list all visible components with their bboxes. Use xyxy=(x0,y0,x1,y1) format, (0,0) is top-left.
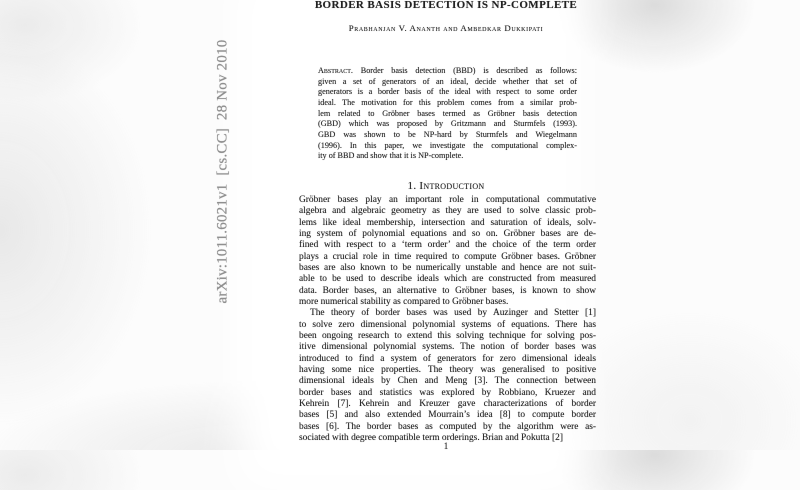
text-line: Kehrein [7]. Kehrein and Kreuzer gave characterizations of border xyxy=(299,398,596,409)
paragraph-1 xyxy=(299,195,596,308)
text-line: bases [6]. The border bases as computed by the algorithm were as- xyxy=(299,421,596,432)
text-line: data. Border bases, an alternative to Gröbner bases, is known to show xyxy=(299,285,596,296)
text-line: bases are also known to be numerically unstable and hence are not suit- xyxy=(299,262,596,273)
text-line: ing system of polynomial equations and so on. Gröbner bases are de- xyxy=(299,228,596,239)
text-line: sociated with degree compatible term orderings. Brian and Pokutta [2] xyxy=(299,432,563,443)
text-line: dimensional ideals by Chen and Meng [3]. The connection between xyxy=(299,376,596,387)
text-line: itive dimensional polynomial systems. The notion of border bases was xyxy=(299,342,596,353)
page-number: 1 xyxy=(443,441,449,451)
arxiv-watermark: arXiv:1011.6021v1 [cs.CC] 28 Nov 2010 xyxy=(214,39,231,304)
text-line: lems like ideal membership, intersection and saturation of ideals, solv- xyxy=(299,217,596,228)
abstract-first-line-text: Border basis detection (BBD) is described as follows: xyxy=(352,66,577,75)
text-line: border bases and statistics was explored by Robbiano, Kruezer and xyxy=(299,387,596,398)
paper-authors: Prabhanjan V. Ananth and Ambedkar Dukkipati xyxy=(348,23,544,33)
abstract-line: generators is a border basis of the ideal with respect to some order xyxy=(318,87,577,97)
text-line: introduced to find a system of generators for zero dimensional ideals xyxy=(299,353,596,364)
text-line: plays a crucial role in time required to compute Gröbner bases. Gröbner xyxy=(299,251,596,262)
text-line: fined with respect to a ‘term order’ and the choice of the term order xyxy=(299,240,596,251)
abstract-line: ity of BBD and show that it is NP-complete. xyxy=(318,151,464,161)
abstract-label: Abstract. xyxy=(318,66,353,75)
text-line: algebra and algebraic geometry as they are used to solve classic prob- xyxy=(299,206,596,217)
abstract-line: lem related to Gröbner bases termed as Gröbner basis detection xyxy=(318,108,577,118)
text-line: bases [5] and also extended Mourrain’s idea [8] to compute border xyxy=(299,410,596,421)
abstract-line: ideal. The motivation for this problem comes from a similar prob- xyxy=(318,97,577,107)
abstract-lines xyxy=(318,77,577,162)
text-line: to solve zero dimensional polynomial systems of equations. There has xyxy=(299,319,596,330)
text-line: having some nice properties. The theory was generalised to positive xyxy=(299,364,596,375)
introduction-body xyxy=(299,195,596,444)
section-heading-introduction: 1. Introduction xyxy=(407,180,485,192)
text-line: more numerical stability as compared to Gröbner bases. xyxy=(299,296,509,307)
abstract-line: (1996). In this paper, we investigate the computational complex- xyxy=(318,140,577,150)
text-line: The theory of border bases was used by Auzinger and Stetter [1] xyxy=(310,308,596,319)
abstract-line: given a set of generators of an ideal, decide whether that set of xyxy=(318,76,577,86)
text-line: been ongoing research to extend this solving technique for solving pos- xyxy=(299,330,596,341)
text-line: Gröbner bases play an important role in computational commutative xyxy=(299,195,596,205)
abstract-first-line xyxy=(318,66,577,77)
abstract-line: GBD was shown to be NP-hard by Sturmfels and Wiegelmann xyxy=(318,129,577,139)
abstract-line: (GBD) which was proposed by Gritzmann and Sturmfels (1993). xyxy=(318,119,577,129)
abstract xyxy=(318,66,577,162)
text-line: able to be used to describe ideals which are constructed from measured xyxy=(299,274,596,285)
paragraph-2 xyxy=(299,308,596,444)
paper-title: BORDER BASIS DETECTION IS NP-COMPLETE xyxy=(314,0,578,11)
